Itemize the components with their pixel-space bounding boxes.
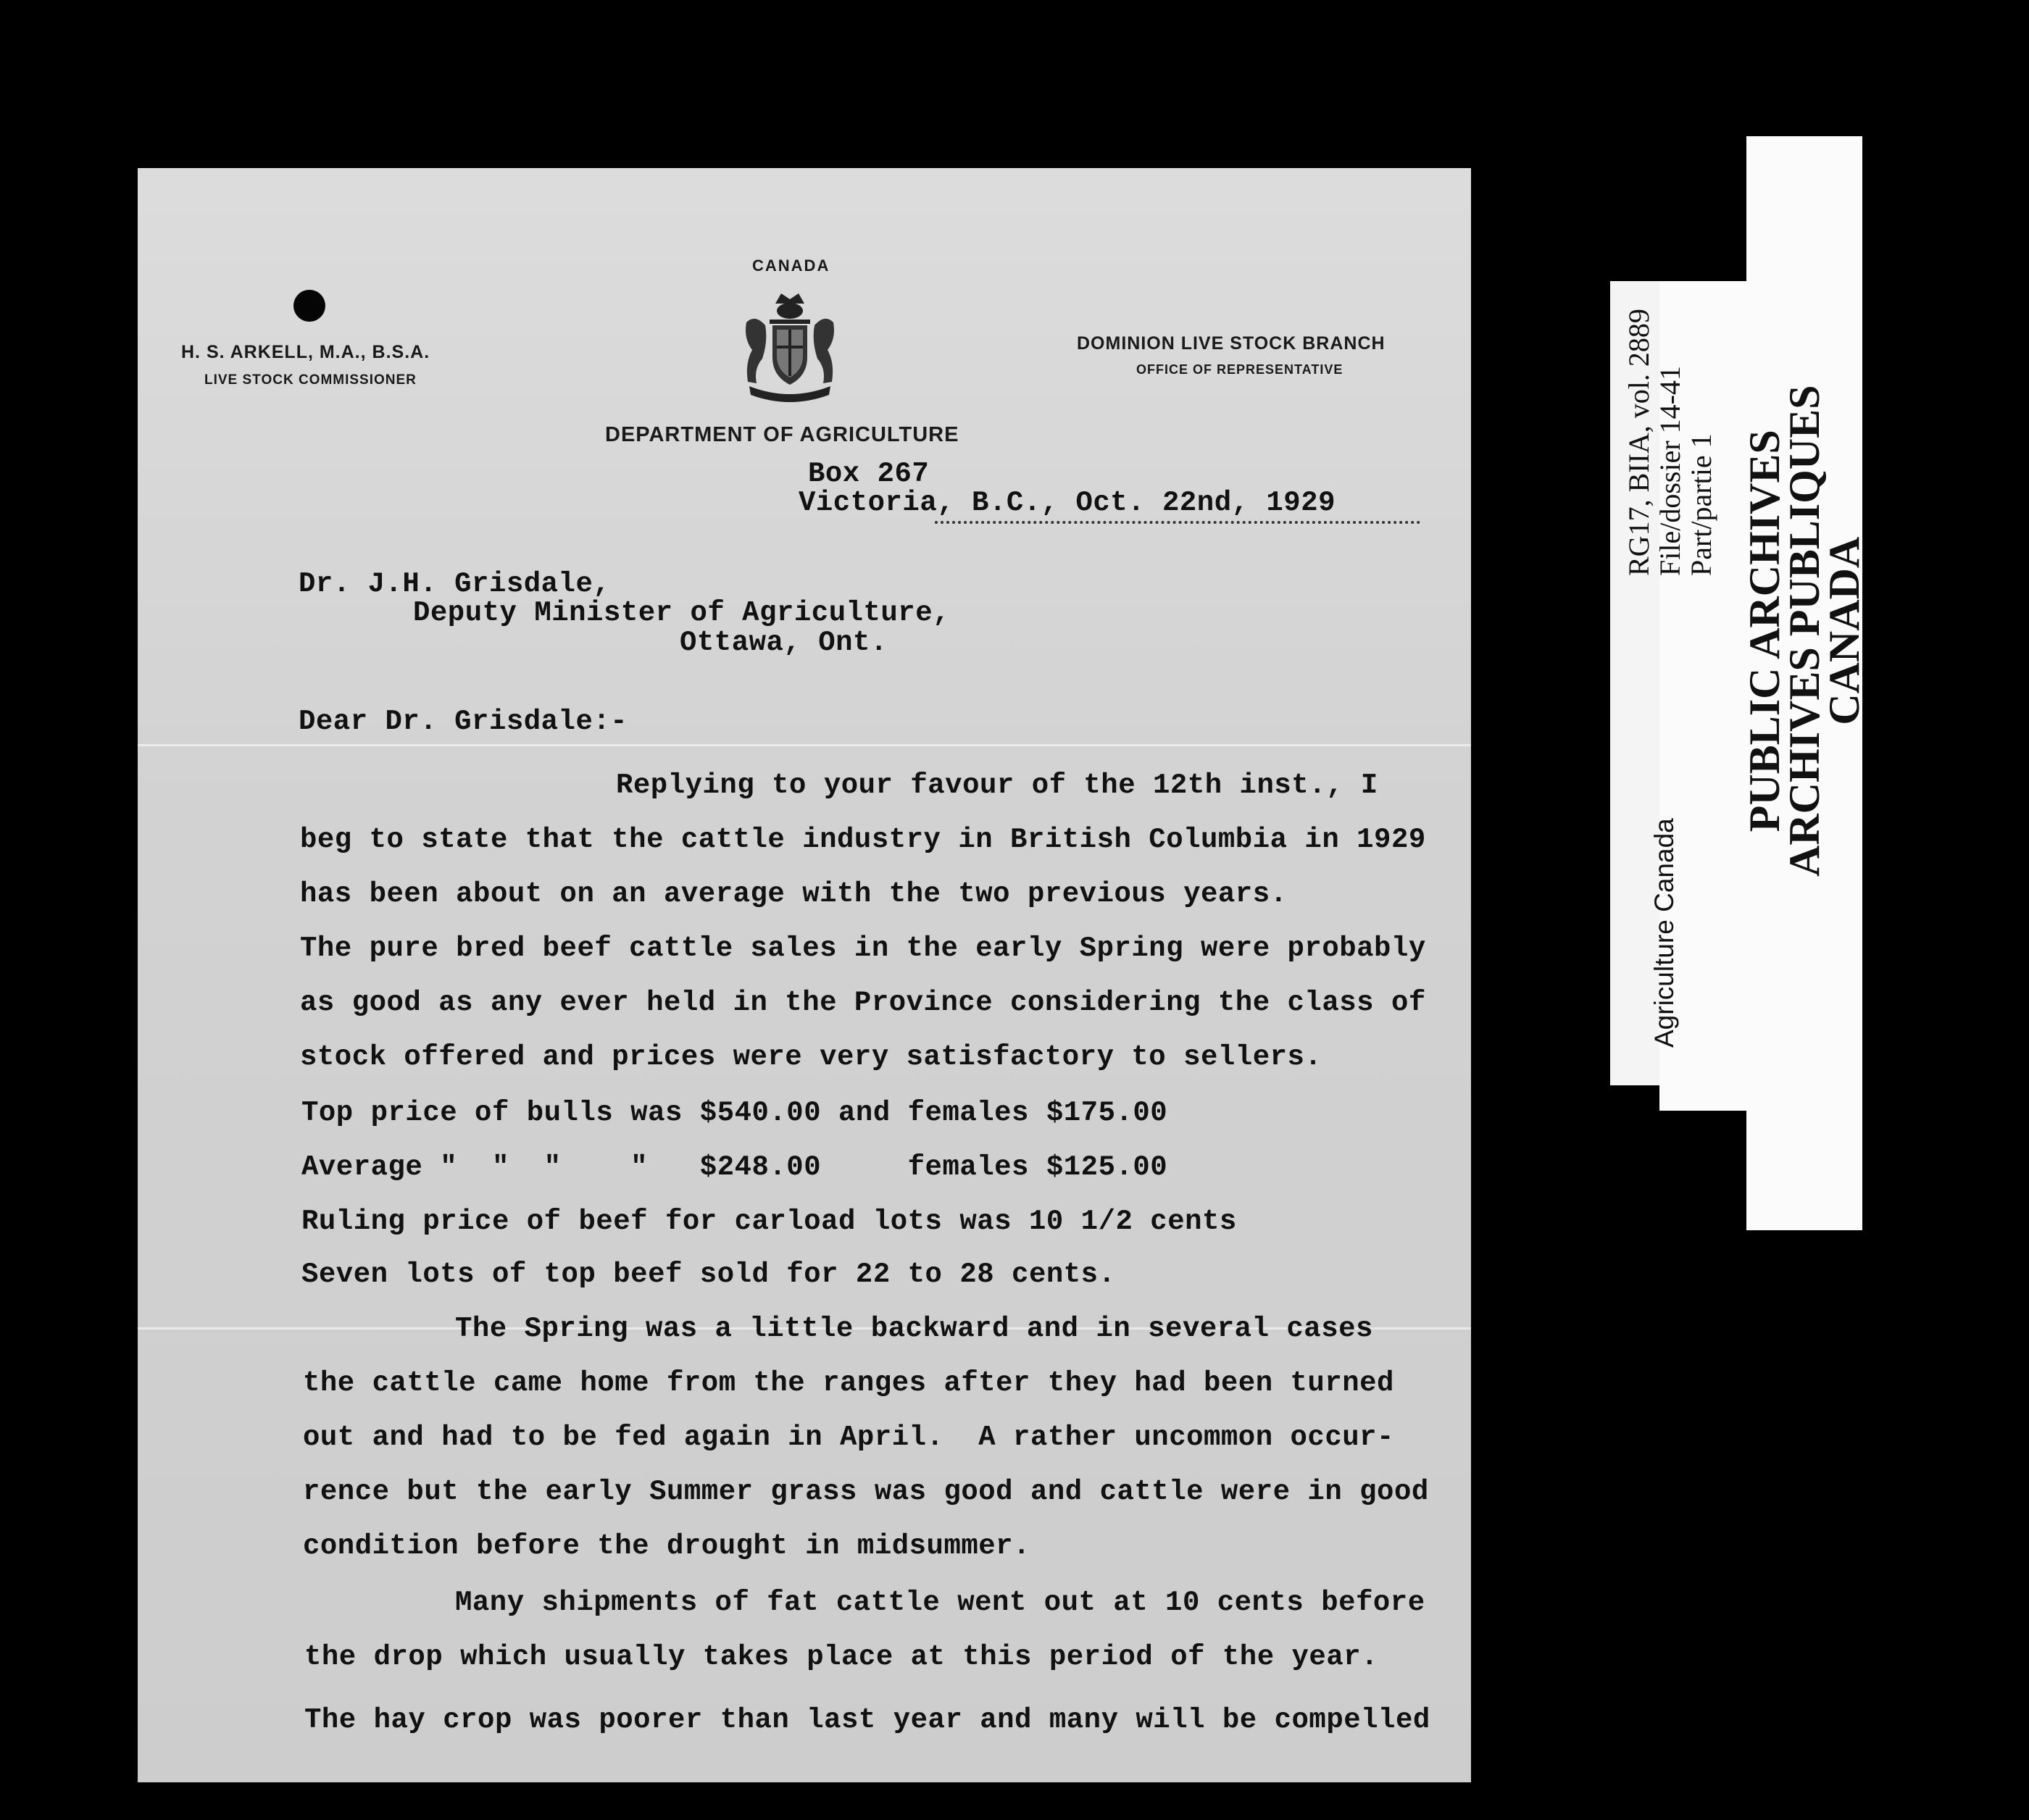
archives-stamp	[1741, 385, 1868, 877]
body-line-17: the drop which usually takes place at this period of the year.	[304, 1641, 1379, 1673]
addressee-line-3: Ottawa, Ont.	[680, 627, 888, 659]
letterhead-commissioner-name: H. S. ARKELL, M.A., B.S.A.	[181, 342, 430, 362]
body-line-9: Ruling price of beef for carload lots was 10 1/2 cents	[301, 1206, 1237, 1237]
letter-page	[138, 168, 1471, 1782]
body-line-11: The Spring was a little backward and in several cases	[455, 1313, 1373, 1345]
archive-reference-line-2: File/dossier 14-41	[1654, 366, 1686, 576]
body-line-4: The pure bred beef cattle sales in the early Spring were probably	[300, 932, 1426, 964]
addressee-line-2: Deputy Minister of Agriculture,	[413, 597, 951, 629]
letterhead-country: CANADA	[752, 256, 830, 275]
date-underline	[935, 521, 1420, 524]
body-line-2: beg to state that the cattle industry in British Columbia in 1929	[300, 824, 1426, 856]
letter-place-date: Victoria, B.C., Oct. 22nd, 1929	[799, 487, 1336, 519]
body-line-14: rence but the early Summer grass was good and cattle were in good	[303, 1476, 1429, 1508]
body-line-5: as good as any ever held in the Province considering the class of	[300, 987, 1426, 1019]
punch-hole	[293, 290, 325, 322]
letterhead-branch: DOMINION LIVE STOCK BRANCH	[1077, 333, 1386, 354]
body-line-10: Seven lots of top beef sold for 22 to 28 cents.	[301, 1258, 1116, 1290]
body-line-7: Top price of bulls was $540.00 and females $175.00	[301, 1097, 1168, 1129]
archive-reference-line-1: RG17, BIIA, vol. 2889	[1622, 309, 1655, 576]
letterhead-commissioner-title: LIVE STOCK COMMISSIONER	[204, 372, 417, 388]
letterhead-office: OFFICE OF REPRESENTATIVE	[1136, 362, 1343, 377]
label-notch-top	[1659, 136, 1746, 281]
archives-stamp-line-3: CANADA	[1820, 536, 1868, 725]
body-line-12: the cattle came home from the ranges after they had been turned	[303, 1367, 1394, 1399]
body-line-1: Replying to your favour of the 12th inst., I	[616, 769, 1378, 801]
coat-of-arms-icon	[739, 288, 841, 404]
archives-stamp-line-2: ARCHIVES PUBLIQUES	[1780, 385, 1828, 877]
body-line-13: out and had to be fed again in April. A rather uncommon occur-	[303, 1422, 1394, 1453]
body-line-18: The hay crop was poorer than last year and many will be compelled	[304, 1704, 1430, 1736]
addressee-line-1: Dr. J.H. Grisdale,	[299, 568, 611, 600]
archives-stamp-line-1: PUBLIC ARCHIVES	[1741, 430, 1788, 832]
fold-line-upper	[138, 744, 1471, 746]
letterhead-department: DEPARTMENT OF AGRICULTURE	[605, 423, 959, 446]
label-notch-bottom	[1659, 1111, 1746, 1230]
body-line-15: condition before the drought in midsummer.	[303, 1530, 1030, 1562]
salutation: Dear Dr. Grisdale:-	[299, 706, 628, 738]
fonds-name: Agriculture Canada	[1649, 818, 1679, 1048]
body-line-6: stock offered and prices were very satisfactory to sellers.	[300, 1041, 1322, 1073]
body-line-3: has been about on an average with the two previous years.	[300, 878, 1288, 910]
archive-reference-line-3: Part/partie 1	[1685, 433, 1717, 576]
body-line-8: Average " " " " $248.00 females $125.00	[301, 1151, 1168, 1183]
body-line-16: Many shipments of fat cattle went out at 10 cents before	[455, 1587, 1425, 1619]
archive-reference	[1623, 309, 1717, 576]
letter-box-number: Box 267	[808, 458, 930, 490]
